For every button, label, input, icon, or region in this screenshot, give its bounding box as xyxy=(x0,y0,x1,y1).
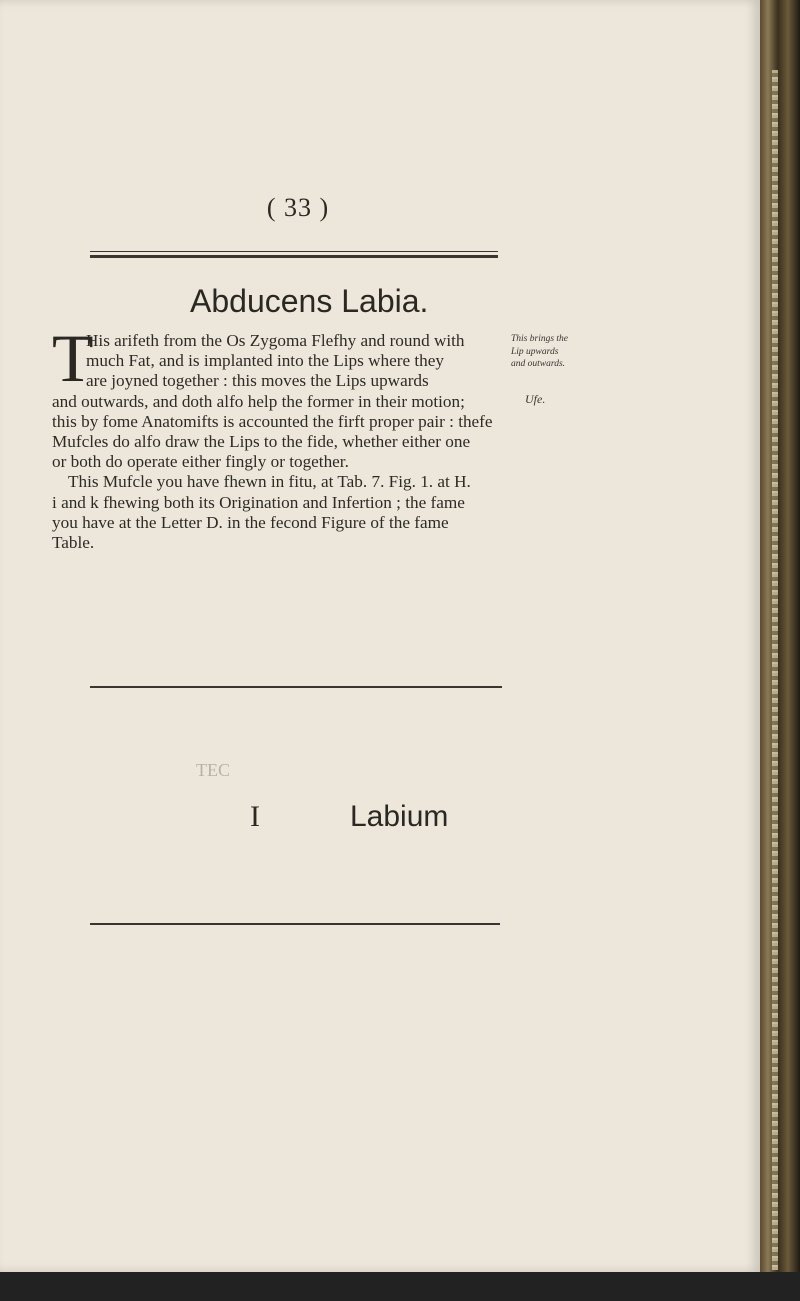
section-heading: Abducens Labia. xyxy=(190,283,429,319)
page-number: ( 33 ) xyxy=(266,193,330,222)
header-rule-top xyxy=(90,251,498,252)
text-line: and outwards, and doth alfo help the former in their motion; xyxy=(52,391,465,411)
footer-rule-lower xyxy=(90,923,500,925)
text-line: this by fome Anatomifts is accounted the firft proper pair : thefe xyxy=(52,411,493,431)
signature-mark: I xyxy=(250,800,260,833)
catchword: Labium xyxy=(350,800,449,833)
text-line: i and k fhewing both its Origination and Infertion ; the fame xyxy=(52,492,465,512)
text-line: or both do operate either fingly or together. xyxy=(52,452,349,472)
book-spine-edge xyxy=(772,70,778,1270)
text-line: much Fat, and is implanted into the Lips where they xyxy=(86,351,445,371)
bleed-through-text: TEC xyxy=(196,760,230,780)
book-gutter xyxy=(760,0,800,1301)
text-line: Table. xyxy=(52,532,95,552)
footer-rule xyxy=(90,686,502,688)
text-line: His arifeth from the Os Zygoma Flefhy and round with xyxy=(86,331,465,350)
margin-note-use: Ufe. xyxy=(525,392,546,406)
text-line: are joyned together : this moves the Lips upwards xyxy=(86,371,429,391)
text-line: Mufcles do alfo draw the Lips to the fide, whether either one xyxy=(52,431,471,451)
text-line: This Mufcle you have fhewn in fitu, at Tab. 7. Fig. 1. at H. xyxy=(68,472,471,492)
header-rule-bottom xyxy=(90,255,498,258)
scan-bottom-edge xyxy=(0,1272,800,1301)
text-line: you have at the Letter D. in the fecond Figure of the fame xyxy=(52,512,449,532)
margin-note: This brings the Lip upwards and outwards. xyxy=(511,334,569,369)
body-text xyxy=(52,331,507,553)
drop-cap: T xyxy=(52,320,94,396)
